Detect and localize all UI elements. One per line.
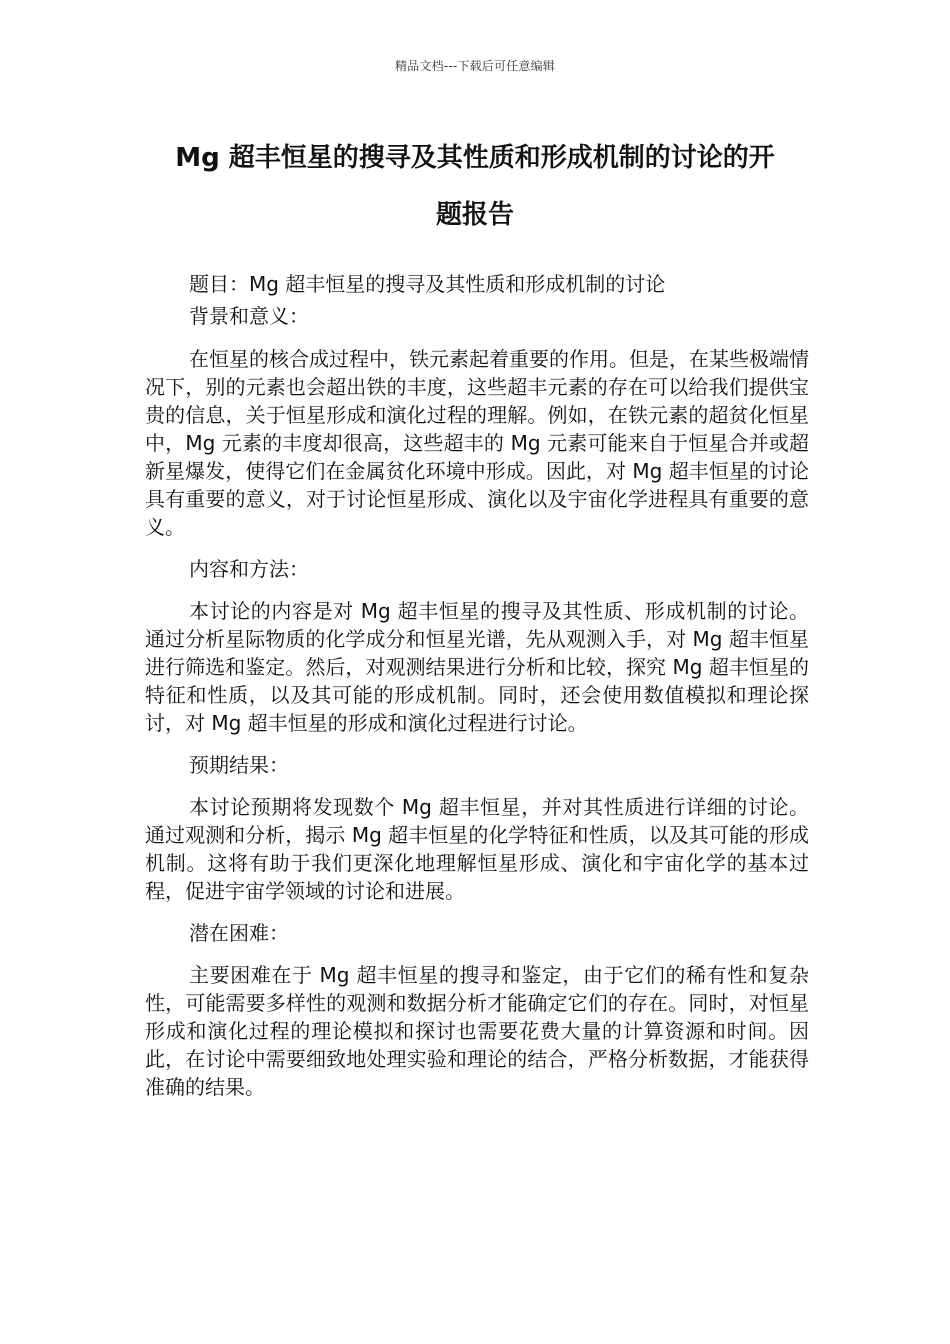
potential-difficulties-paragraph: 主要困难在于 Mg 超丰恒星的搜寻和鉴定，由于它们的稀有性和复杂性，可能需要多样性的观测和数据分析才能确定它们的存在。同时，对恒星形成和演化过程的理论模拟和探讨也需要花费大量的计算资源和时间。因此，在讨论中需要细致地处理实验和理论的结合，严格分析数据，才能获得准确的结果。 — [145, 963, 809, 1099]
document-title — [130, 130, 820, 244]
potential-difficulties-heading: 潜在困难： — [189, 921, 289, 945]
background-heading: 背景和意义： — [189, 304, 309, 328]
document-title-line-1: Mg 超丰恒星的搜寻及其性质和形成机制的讨论的开 — [175, 143, 775, 173]
expected-results-heading: 预期结果： — [189, 753, 289, 777]
page-header: 精品文档---下载后可任意编辑 — [395, 59, 555, 73]
content-method-heading: 内容和方法： — [189, 557, 309, 581]
document-title-line-2: 题报告 — [435, 200, 514, 230]
document-body — [145, 270, 809, 1101]
background-paragraph: 在恒星的核合成过程中，铁元素起着重要的作用。但是，在某些极端情况下，别的元素也会超出铁的丰度，这些超丰元素的存在可以给我们提供宝贵的信息，关于恒星形成和演化过程的理解。例如，在铁元素的超贫化恒星中，Mg 元素的丰度却很高，这些超丰的 Mg 元素可能来自于恒星合并或超新星爆发，使得它们在金属贫化环境中形成。因此，对 Mg 超丰恒星的讨论具有重要的意义，对于讨论恒星形成、演化以及宇宙化学进程具有重要的意义。 — [145, 347, 809, 539]
content-method-paragraph: 本讨论的内容是对 Mg 超丰恒星的搜寻及其性质、形成机制的讨论。通过分析星际物质的化学成分和恒星光谱，先从观测入手，对 Mg 超丰恒星进行筛选和鉴定。然后，对观测结果进行分析和比较，探究 Mg 超丰恒星的特征和性质，以及其可能的形成机制。同时，还会使用数值模拟和理论探讨，对 Mg 超丰恒星的形成和演化过程进行讨论。 — [145, 599, 809, 735]
expected-results-paragraph: 本讨论预期将发现数个 Mg 超丰恒星，并对其性质进行详细的讨论。通过观测和分析，揭示 Mg 超丰恒星的化学特征和性质，以及其可能的形成机制。这将有助于我们更深化地理解恒星形成、演化和宇宙化学的基本过程，促进宇宙学领域的讨论和进展。 — [145, 795, 809, 903]
topic-line: 题目：Mg 超丰恒星的搜寻及其性质和形成机制的讨论 — [189, 272, 666, 296]
